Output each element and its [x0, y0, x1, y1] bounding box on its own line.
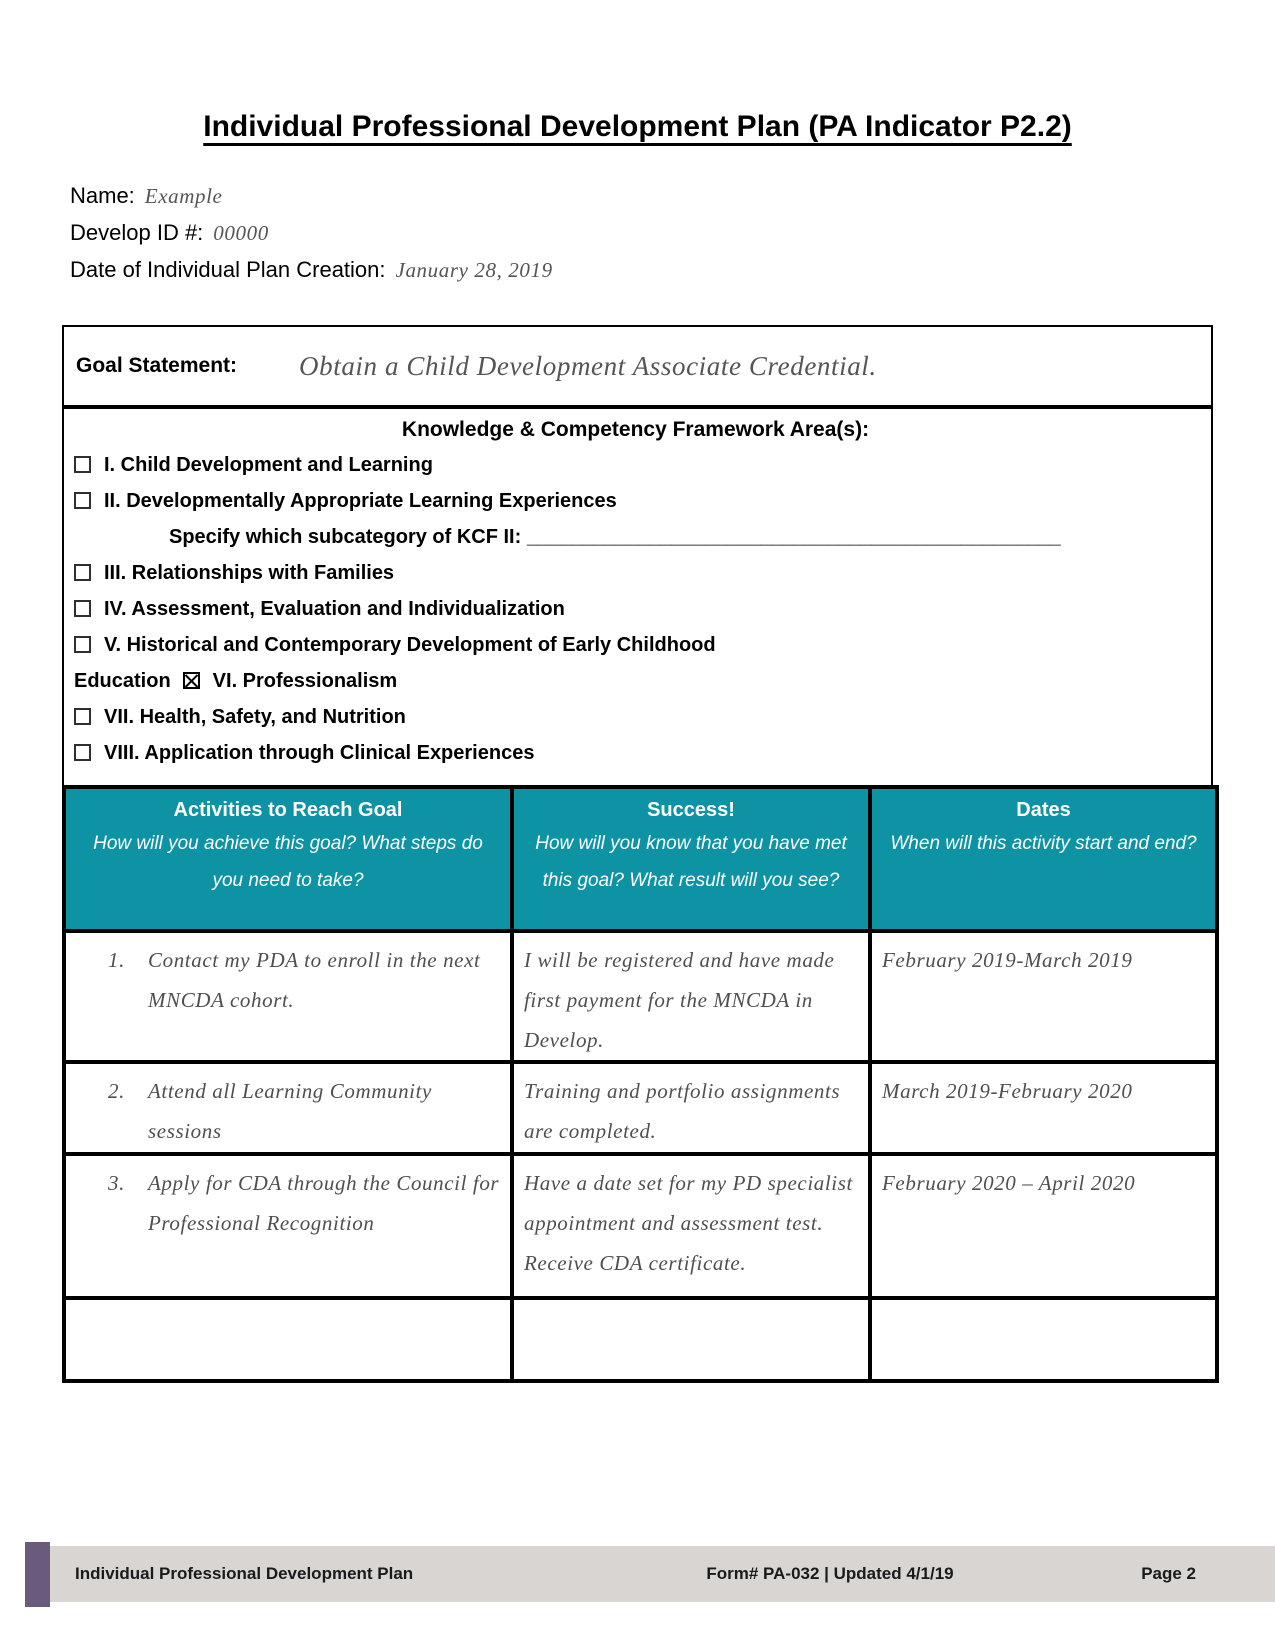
success-header-title: Success! [647, 799, 735, 821]
activity-cell-4 [64, 1298, 512, 1381]
table-row [64, 1062, 1217, 1154]
success-text-2: Training and portfolio assignments are completed. [524, 1079, 841, 1143]
kcf-item-ii-label: II. Developmentally Appropriate Learning Experiences [104, 490, 617, 512]
goal-statement-value: Obtain a Child Development Associate Credential. [299, 350, 877, 381]
activity-text-3: Apply for CDA through the Council for Professional Recognition [148, 1171, 500, 1235]
dates-text-3: February 2020 – April 2020 [882, 1171, 1136, 1195]
kcf-item-ii [74, 490, 1197, 513]
kcf-item-vi-label: VI. Professionalism [212, 670, 398, 692]
success-text-4 [514, 1300, 868, 1307]
footer-accent-block [25, 1542, 50, 1607]
checkbox-kcf-vi-checked[interactable] [183, 672, 200, 689]
kcf-item-i [74, 454, 1197, 477]
activity-cell-3 [64, 1154, 512, 1298]
table-row [64, 1298, 1217, 1381]
success-cell-2 [512, 1062, 870, 1154]
activity-text-2: Attend all Learning Community sessions [148, 1079, 432, 1143]
kcf-item-viii [74, 742, 1197, 765]
checkbox-kcf-viii[interactable] [74, 744, 91, 761]
goal-kcf-box [62, 325, 1213, 785]
kcf-item-i-label: I. Child Development and Learning [104, 454, 433, 476]
kcf-item-vii-label: VII. Health, Safety, and Nutrition [104, 706, 406, 728]
success-cell-4 [512, 1298, 870, 1381]
kcf-item-iii-label: III. Relationships with Families [104, 562, 395, 584]
kcf-item-iv [74, 598, 1197, 621]
kcf-specify-line [74, 526, 1197, 549]
kcf-item-vii [74, 706, 1197, 729]
plan-creation-date-label: Date of Individual Plan Creation: [70, 257, 386, 282]
info-block [70, 183, 553, 294]
success-header-subtitle: How will you know that you have met this goal? What result will you see? [535, 833, 847, 891]
dates-cell-3 [870, 1154, 1217, 1298]
checkbox-kcf-iv[interactable] [74, 600, 91, 617]
footer-page-number: Page 2 [1141, 1564, 1196, 1583]
success-cell-3 [512, 1154, 870, 1298]
name-label: Name: [70, 183, 135, 208]
name-value: Example [144, 184, 223, 208]
table-row [64, 931, 1217, 1062]
activity-cell-2 [64, 1062, 512, 1154]
kcf-item-v [74, 634, 1197, 657]
develop-id-line [70, 220, 553, 257]
dates-text-1: February 2019-March 2019 [882, 948, 1133, 972]
checkbox-kcf-v[interactable] [74, 636, 91, 653]
success-header-cell [512, 787, 870, 931]
activities-header-cell [64, 787, 512, 931]
develop-id-label: Develop ID #: [70, 220, 204, 245]
activities-header-title: Activities to Reach Goal [173, 799, 403, 821]
checkbox-kcf-vii[interactable] [74, 708, 91, 725]
dates-cell-4 [870, 1298, 1217, 1381]
dates-text-4 [872, 1300, 1215, 1307]
kcf-item-iv-label: IV. Assessment, Evaluation and Individualization [104, 598, 565, 620]
success-cell-1 [512, 931, 870, 1062]
footer-form-info: Form# PA-032 | Updated 4/1/19 [706, 1564, 954, 1583]
kcf-item-vi [74, 670, 1197, 693]
table-header-row [64, 787, 1217, 931]
dates-header-cell [870, 787, 1217, 931]
goal-statement-label: Goal Statement: [76, 354, 238, 377]
success-text-1: I will be registered and have made first payment for the MNCDA in Develop. [524, 948, 835, 1052]
kcf-header: Knowledge & Competency Framework Area(s): [401, 418, 870, 441]
dates-header-subtitle: When will this activity start and end? [890, 833, 1197, 854]
activities-header-subtitle: How will you achieve this goal? What steps do you need to take? [93, 833, 483, 891]
dates-text-2: March 2019-February 2020 [882, 1079, 1133, 1103]
kcf-item-iii [74, 562, 1197, 585]
kcf-item-viii-label: VIII. Application through Clinical Experiences [104, 742, 535, 764]
dates-cell-2 [870, 1062, 1217, 1154]
dates-header-title: Dates [1016, 799, 1071, 821]
footer-doc-title: Individual Professional Development Plan [75, 1564, 414, 1583]
kcf-item-v-label: V. Historical and Contemporary Development of Early Childhood [104, 634, 716, 656]
kcf-specify-blank[interactable]: ________________________________________________ [526, 526, 1061, 548]
kcf-section [64, 409, 1211, 765]
develop-id-value: 00000 [213, 221, 269, 245]
success-text-3: Have a date set for my PD specialist appointment and assessment test. Receive CDA certificate. [524, 1171, 853, 1275]
goal-statement-row [64, 327, 1211, 409]
activities-table [62, 785, 1219, 1383]
activity-text-1: Contact my PDA to enroll in the next MNCDA cohort. [148, 948, 481, 1012]
activity-number-3: 3. [108, 1171, 125, 1195]
activity-text-4 [66, 1300, 510, 1307]
page-title: Individual Professional Development Plan (PA Indicator P2.2) [203, 110, 1072, 143]
table-row [64, 1154, 1217, 1298]
plan-creation-date-line [70, 257, 553, 294]
kcf-specify-label: Specify which subcategory of KCF II: [169, 526, 522, 548]
checkbox-kcf-iii[interactable] [74, 564, 91, 581]
checkbox-kcf-ii[interactable] [74, 492, 91, 509]
activity-cell-1 [64, 931, 512, 1062]
plan-creation-date-value: January 28, 2019 [395, 258, 553, 282]
checkbox-kcf-i[interactable] [74, 456, 91, 473]
activity-number-1: 1. [108, 948, 125, 972]
name-line [70, 183, 553, 220]
kcf-item-v-wrap-word: Education [74, 670, 171, 692]
dates-cell-1 [870, 931, 1217, 1062]
activity-number-2: 2. [108, 1079, 125, 1103]
